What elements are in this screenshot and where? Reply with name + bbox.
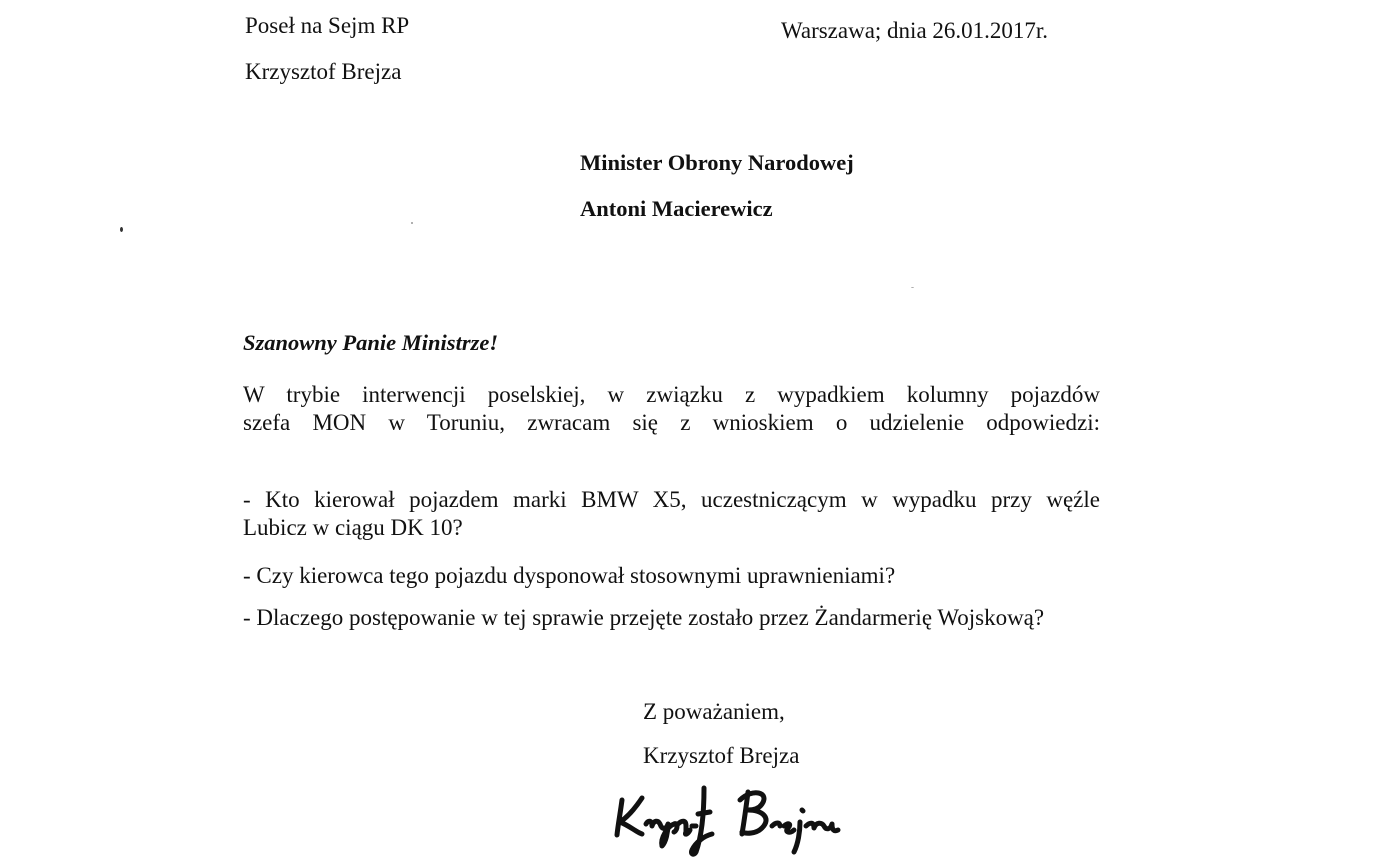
scan-speck xyxy=(120,227,123,232)
question-1-line-1: - Kto kierował pojazdem marki BMW X5, uczestniczącym w wypadku przy węźle xyxy=(243,487,1100,512)
salutation: Szanowny Panie Ministrze! xyxy=(243,330,499,355)
closing: Z poważaniem, xyxy=(643,699,785,724)
question-1-line-2: Lubicz w ciągu DK 10? xyxy=(243,515,463,540)
sender-title: Poseł na Sejm RP xyxy=(245,13,410,38)
addressee-title: Minister Obrony Narodowej xyxy=(580,150,854,175)
signature-icon xyxy=(612,780,842,860)
place-date: Warszawa; dnia 26.01.2017r. xyxy=(781,18,1049,43)
scan-speck xyxy=(911,287,914,288)
sender-name: Krzysztof Brejza xyxy=(245,59,402,84)
intro-line-1: W trybie interwencji poselskiej, w związku z wypadkiem kolumny pojazdów xyxy=(243,382,1100,407)
signer-name: Krzysztof Brejza xyxy=(643,743,800,768)
intro-line-2: szefa MON w Toruniu, zwracam się z wnioskiem o udzielenie odpowiedzi: xyxy=(243,410,1100,435)
scan-speck xyxy=(411,222,413,224)
question-2: - Czy kierowca tego pojazdu dysponował stosownymi uprawnieniami? xyxy=(243,563,896,588)
question-3: - Dlaczego postępowanie w tej sprawie przejęte zostało przez Żandarmerię Wojskową? xyxy=(243,605,1045,630)
addressee-name: Antoni Macierewicz xyxy=(580,196,773,221)
